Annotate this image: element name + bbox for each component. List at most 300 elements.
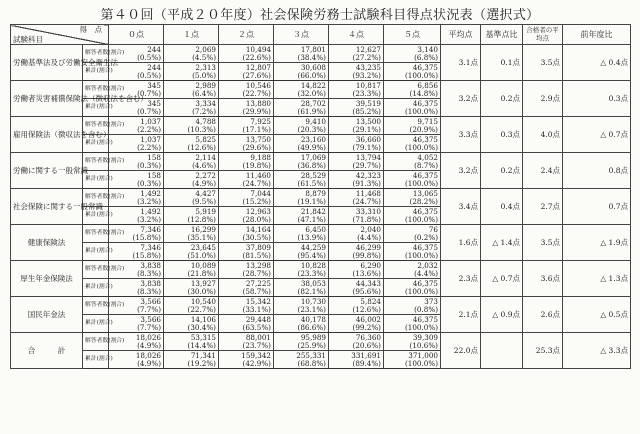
- pass-average: 2.6点: [523, 297, 563, 333]
- cell-percent: (22.7%): [242, 88, 271, 98]
- table-row: [11, 189, 631, 207]
- cell-count: 3,334: [195, 99, 216, 109]
- cell-percent: (100.0%): [404, 106, 438, 116]
- cell-count: 46,375: [412, 279, 438, 289]
- cell-percent: (4.4%): [414, 268, 438, 278]
- cell-percent: (6.8%): [414, 52, 438, 62]
- prev-year-diff: 0.3点: [563, 81, 631, 117]
- cell-count: 95,989: [300, 333, 326, 343]
- score-cell: [274, 63, 329, 81]
- score-cell: [109, 207, 164, 225]
- score-cell: [384, 99, 441, 117]
- cell-count: 71,341: [190, 351, 216, 361]
- subject-name: 労働者災害補償保険法（徴収法を含む）: [11, 81, 83, 117]
- score-cell: [164, 207, 219, 225]
- prev-year-diff: △ 3.3点: [563, 333, 631, 369]
- cell-count: 331,691: [351, 351, 381, 361]
- cell-percent: (19.8%): [242, 160, 271, 170]
- cell-percent: (63.5%): [242, 322, 271, 332]
- cell-count: 4,788: [195, 117, 216, 127]
- cell-count: 28,529: [300, 171, 326, 181]
- score-cell: [329, 99, 384, 117]
- cell-percent: (10.3%): [187, 124, 216, 134]
- cell-percent: (100.0%): [404, 250, 438, 260]
- cell-count: 244: [147, 45, 161, 55]
- pass-average: 3.6点: [523, 261, 563, 297]
- cell-percent: (24.7%): [242, 178, 271, 188]
- table-row: [11, 333, 631, 351]
- score-table: [10, 24, 631, 369]
- score-cell: [384, 45, 441, 63]
- score-cell: [329, 351, 384, 369]
- cell-count: 10,546: [245, 81, 271, 91]
- page-title: 第４０回（平成２０年度）社会保険労務士試験科目得点状況表（選択式）: [100, 8, 540, 23]
- cell-percent: (21.8%): [187, 268, 216, 278]
- score-table-body: [11, 45, 631, 369]
- cell-count: 18,026: [135, 351, 161, 361]
- score-cell: [274, 297, 329, 315]
- cell-percent: (100.0%): [404, 178, 438, 188]
- score-cell: [274, 171, 329, 189]
- cell-count: 44,343: [355, 279, 381, 289]
- header-subject-label: 試験科目: [13, 34, 43, 44]
- subject-name: 厚生年金保険法: [11, 261, 83, 297]
- score-cell: [274, 243, 329, 261]
- cell-count: 13,927: [190, 279, 216, 289]
- row-kind-label: 解答者数(割合): [83, 225, 109, 243]
- score-cell: [329, 279, 384, 297]
- score-cell: [219, 81, 274, 99]
- cell-count: 53,315: [190, 333, 216, 343]
- average-score: 3.1点: [441, 45, 481, 81]
- cell-count: 3,838: [140, 279, 161, 289]
- score-cell: [164, 225, 219, 243]
- score-cell: [384, 351, 441, 369]
- diagonal-header-cell: [11, 25, 109, 45]
- cell-count: 3,140: [417, 45, 438, 55]
- cell-count: 8,879: [305, 189, 326, 199]
- subject-name: 社会保険に関する一般常識: [11, 189, 83, 225]
- score-cell: [329, 243, 384, 261]
- cell-percent: (7.7%): [137, 304, 161, 314]
- cell-percent: (7.2%): [192, 106, 216, 116]
- cell-count: 255,331: [296, 351, 326, 361]
- cell-count: 5,825: [195, 135, 216, 145]
- cell-count: 2,313: [195, 63, 216, 73]
- score-cell: [109, 243, 164, 261]
- row-kind-label: 累計(割合): [83, 99, 109, 117]
- score-cell: [219, 225, 274, 243]
- header-col-4: ４点: [329, 25, 384, 45]
- base-ratio: 0.3点: [481, 117, 523, 153]
- score-cell: [109, 351, 164, 369]
- cell-count: 44,259: [300, 243, 326, 253]
- cell-count: 9,410: [305, 117, 326, 127]
- score-cell: [329, 135, 384, 153]
- cell-percent: (82.1%): [297, 286, 326, 296]
- cell-count: 36,660: [355, 135, 381, 145]
- cell-percent: (100.0%): [404, 142, 438, 152]
- cell-percent: (100.0%): [404, 214, 438, 224]
- cell-count: 46,299: [355, 243, 381, 253]
- score-cell: [164, 81, 219, 99]
- cell-percent: (0.8%): [414, 304, 438, 314]
- prev-year-diff: △ 1.3点: [563, 261, 631, 297]
- cell-percent: (17.1%): [242, 124, 271, 134]
- score-cell: [274, 189, 329, 207]
- score-cell: [109, 279, 164, 297]
- score-cell: [164, 279, 219, 297]
- cell-percent: (4.9%): [137, 358, 161, 368]
- cell-percent: (4.9%): [137, 340, 161, 350]
- cell-count: 23,645: [190, 243, 216, 253]
- cell-percent: (0.3%): [137, 178, 161, 188]
- cell-percent: (28.2%): [409, 196, 438, 206]
- score-cell: [384, 171, 441, 189]
- cell-count: 4,427: [195, 189, 216, 199]
- score-cell: [384, 189, 441, 207]
- cell-percent: (12.8%): [187, 214, 216, 224]
- score-cell: [274, 261, 329, 279]
- header-col-average: 平均点: [441, 25, 481, 45]
- header-row: [11, 25, 631, 45]
- table-row: [11, 45, 631, 63]
- score-cell: [219, 279, 274, 297]
- cell-percent: (100.0%): [404, 358, 438, 368]
- cell-percent: (47.1%): [297, 214, 326, 224]
- cell-count: 38,053: [300, 279, 326, 289]
- score-cell: [219, 153, 274, 171]
- cell-count: 3,838: [140, 261, 161, 271]
- cell-percent: (23.7%): [242, 340, 271, 350]
- cell-percent: (10.6%): [409, 340, 438, 350]
- cell-count: 11,468: [355, 189, 381, 199]
- cell-count: 371,000: [408, 351, 438, 361]
- average-score: 2.3点: [441, 261, 481, 297]
- cell-count: 373: [424, 297, 438, 307]
- score-cell: [164, 297, 219, 315]
- score-cell: [164, 117, 219, 135]
- cell-percent: (100.0%): [404, 286, 438, 296]
- cell-percent: (30.4%): [187, 322, 216, 332]
- base-ratio: 0.2点: [481, 153, 523, 189]
- base-ratio: 0.4点: [481, 189, 523, 225]
- base-ratio: 0.1点: [481, 45, 523, 81]
- cell-percent: (51.0%): [187, 250, 216, 260]
- score-cell: [274, 135, 329, 153]
- row-kind-label: 解答者数(割合): [83, 297, 109, 315]
- average-score: 3.4点: [441, 189, 481, 225]
- score-cell: [164, 261, 219, 279]
- cell-count: 13,750: [245, 135, 271, 145]
- score-cell: [274, 117, 329, 135]
- row-kind-label: 解答者数(割合): [83, 153, 109, 171]
- cell-count: 1,492: [140, 189, 161, 199]
- cell-count: 3,566: [140, 297, 161, 307]
- cell-count: 15,342: [245, 297, 271, 307]
- cell-percent: (5.0%): [192, 70, 216, 80]
- cell-count: 13,880: [245, 99, 271, 109]
- prev-year-diff: 0.8点: [563, 153, 631, 189]
- score-cell: [384, 207, 441, 225]
- score-cell: [164, 315, 219, 333]
- cell-count: 7,346: [140, 225, 161, 235]
- cell-count: 23,160: [300, 135, 326, 145]
- cell-percent: (0.3%): [137, 160, 161, 170]
- score-cell: [329, 261, 384, 279]
- score-cell: [164, 243, 219, 261]
- cell-percent: (6.4%): [192, 88, 216, 98]
- cell-count: 30,608: [300, 63, 326, 73]
- cell-percent: (4.9%): [192, 178, 216, 188]
- score-cell: [164, 45, 219, 63]
- cell-count: 158: [147, 171, 161, 181]
- base-ratio: 0.2点: [481, 81, 523, 117]
- cell-count: 2,989: [195, 81, 216, 91]
- cell-percent: (3.2%): [137, 214, 161, 224]
- row-kind-label: 解答者数(割合): [83, 81, 109, 99]
- row-kind-label: 累計(割合): [83, 207, 109, 225]
- score-cell: [384, 153, 441, 171]
- header-col-0: ０点: [109, 25, 164, 45]
- cell-percent: (4.6%): [192, 160, 216, 170]
- cell-percent: (85.2%): [352, 106, 381, 116]
- score-cell: [164, 351, 219, 369]
- cell-percent: (0.7%): [137, 88, 161, 98]
- cell-percent: (20.6%): [352, 340, 381, 350]
- cell-count: 10,730: [300, 297, 326, 307]
- score-cell: [219, 333, 274, 351]
- score-cell: [274, 279, 329, 297]
- cell-percent: (0.2%): [414, 232, 438, 242]
- score-cell: [219, 99, 274, 117]
- cell-percent: (14.4%): [187, 340, 216, 350]
- cell-count: 1,492: [140, 207, 161, 217]
- cell-count: 10,828: [300, 261, 326, 271]
- score-cell: [274, 45, 329, 63]
- cell-count: 12,807: [245, 63, 271, 73]
- score-cell: [219, 243, 274, 261]
- table-row: [11, 117, 631, 135]
- cell-count: 12,627: [355, 45, 381, 55]
- header-score-label: 得 点: [79, 25, 102, 34]
- cell-count: 46,375: [412, 315, 438, 325]
- cell-percent: (15.2%): [242, 196, 271, 206]
- cell-count: 7,044: [250, 189, 271, 199]
- cell-percent: (29.9%): [242, 106, 271, 116]
- cell-percent: (14.8%): [409, 88, 438, 98]
- score-cell: [164, 153, 219, 171]
- score-cell: [219, 189, 274, 207]
- cell-count: 46,002: [355, 315, 381, 325]
- cell-percent: (0.7%): [137, 106, 161, 116]
- cell-count: 345: [147, 99, 161, 109]
- row-kind-label: 解答者数(割合): [83, 333, 109, 351]
- cell-percent: (95.6%): [352, 286, 381, 296]
- cell-percent: (71.8%): [352, 214, 381, 224]
- score-cell: [329, 189, 384, 207]
- cell-count: 16,299: [190, 225, 216, 235]
- cell-count: 244: [147, 63, 161, 73]
- cell-percent: (42.9%): [242, 358, 271, 368]
- cell-count: 12,963: [245, 207, 271, 217]
- score-cell: [164, 189, 219, 207]
- cell-percent: (8.7%): [414, 160, 438, 170]
- average-score: 22.0点: [441, 333, 481, 369]
- score-cell: [109, 315, 164, 333]
- cell-percent: (0.5%): [137, 52, 161, 62]
- cell-percent: (93.2%): [352, 70, 381, 80]
- cell-count: 5,824: [360, 297, 381, 307]
- score-cell: [329, 297, 384, 315]
- cell-percent: (19.1%): [297, 196, 326, 206]
- cell-percent: (29.6%): [242, 142, 271, 152]
- cell-percent: (100.0%): [404, 322, 438, 332]
- cell-percent: (3.2%): [137, 196, 161, 206]
- score-cell: [329, 81, 384, 99]
- score-cell: [384, 279, 441, 297]
- cell-count: 88,001: [245, 333, 271, 343]
- cell-percent: (30.5%): [242, 232, 271, 242]
- score-cell: [329, 45, 384, 63]
- cell-count: 10,494: [245, 45, 271, 55]
- pass-average: 2.9点: [523, 81, 563, 117]
- cell-percent: (32.0%): [297, 88, 326, 98]
- prev-year-diff: △ 0.4点: [563, 45, 631, 81]
- score-cell: [109, 135, 164, 153]
- cell-percent: (25.9%): [297, 340, 326, 350]
- cell-count: 158: [147, 153, 161, 163]
- cell-percent: (23.3%): [352, 88, 381, 98]
- cell-count: 2,040: [360, 225, 381, 235]
- cell-percent: (27.6%): [242, 70, 271, 80]
- cell-percent: (2.2%): [137, 142, 161, 152]
- cell-count: 13,500: [355, 117, 381, 127]
- cell-percent: (9.5%): [192, 196, 216, 206]
- cell-count: 2,114: [195, 153, 216, 163]
- cell-count: 10,089: [190, 261, 216, 271]
- header-col-2: ２点: [219, 25, 274, 45]
- score-cell: [219, 117, 274, 135]
- cell-count: 5,919: [195, 207, 216, 217]
- score-cell: [109, 171, 164, 189]
- cell-count: 2,069: [195, 45, 216, 55]
- cell-count: 18,026: [135, 333, 161, 343]
- score-cell: [274, 207, 329, 225]
- cell-percent: (61.5%): [297, 178, 326, 188]
- score-cell: [384, 135, 441, 153]
- cell-count: 13,794: [355, 153, 381, 163]
- row-kind-label: 累計(割合): [83, 171, 109, 189]
- header-col-prev-year: 前年度比: [563, 25, 631, 45]
- row-kind-label: 解答者数(割合): [83, 189, 109, 207]
- cell-count: 6,290: [360, 261, 381, 271]
- pass-average: 2.4点: [523, 153, 563, 189]
- score-cell: [274, 99, 329, 117]
- pass-average: 3.5点: [523, 45, 563, 81]
- cell-percent: (7.7%): [137, 322, 161, 332]
- table-row: [11, 261, 631, 279]
- subject-name: 国民年金法: [11, 297, 83, 333]
- score-cell: [219, 207, 274, 225]
- cell-percent: (28.0%): [242, 214, 271, 224]
- cell-count: 9,188: [250, 153, 271, 163]
- cell-count: 10,817: [355, 81, 381, 91]
- score-cell: [219, 63, 274, 81]
- score-cell: [329, 171, 384, 189]
- cell-count: 39,309: [412, 333, 438, 343]
- cell-percent: (27.2%): [352, 52, 381, 62]
- score-cell: [384, 297, 441, 315]
- cell-percent: (99.8%): [352, 250, 381, 260]
- cell-percent: (58.7%): [242, 286, 271, 296]
- cell-percent: (49.9%): [297, 142, 326, 152]
- score-cell: [219, 315, 274, 333]
- cell-count: 76: [428, 225, 438, 235]
- cell-percent: (68.8%): [297, 358, 326, 368]
- subject-name: 健康保険法: [11, 225, 83, 261]
- header-col-1: １点: [164, 25, 219, 45]
- cell-count: 13,065: [412, 189, 438, 199]
- cell-percent: (8.3%): [137, 286, 161, 296]
- cell-count: 27,225: [245, 279, 271, 289]
- score-cell: [329, 153, 384, 171]
- cell-count: 14,822: [300, 81, 326, 91]
- score-cell: [219, 171, 274, 189]
- base-ratio: △ 1.4点: [481, 225, 523, 261]
- cell-count: 76,360: [355, 333, 381, 343]
- cell-percent: (36.8%): [297, 160, 326, 170]
- cell-count: 28,702: [300, 99, 326, 109]
- score-cell: [329, 225, 384, 243]
- score-cell: [384, 261, 441, 279]
- header-col-5: ５点: [384, 25, 441, 45]
- pass-average: 2.7点: [523, 189, 563, 225]
- score-cell: [219, 135, 274, 153]
- prev-year-diff: 0.7点: [563, 189, 631, 225]
- cell-count: 2,032: [417, 261, 438, 271]
- cell-count: 159,342: [241, 351, 271, 361]
- cell-count: 37,809: [245, 243, 271, 253]
- base-ratio: [481, 333, 523, 369]
- score-cell: [164, 135, 219, 153]
- prev-year-diff: △ 0.5点: [563, 297, 631, 333]
- cell-percent: (24.7%): [352, 196, 381, 206]
- cell-percent: (38.4%): [297, 52, 326, 62]
- cell-count: 345: [147, 81, 161, 91]
- cell-percent: (66.0%): [297, 70, 326, 80]
- score-cell: [384, 81, 441, 99]
- score-cell: [164, 99, 219, 117]
- average-score: 1.6点: [441, 225, 481, 261]
- subject-name: 労働基準法及び労働安全衛生法: [11, 45, 83, 81]
- score-cell: [219, 297, 274, 315]
- score-cell: [329, 207, 384, 225]
- cell-percent: (4.5%): [192, 52, 216, 62]
- cell-count: 7,346: [140, 243, 161, 253]
- score-cell: [164, 63, 219, 81]
- cell-percent: (61.9%): [297, 106, 326, 116]
- score-cell: [329, 117, 384, 135]
- score-cell: [219, 351, 274, 369]
- cell-percent: (8.3%): [137, 268, 161, 278]
- row-kind-label: 累計(割合): [83, 243, 109, 261]
- score-cell: [329, 333, 384, 351]
- average-score: 3.2点: [441, 153, 481, 189]
- cell-percent: (23.1%): [297, 304, 326, 314]
- cell-percent: (86.6%): [297, 322, 326, 332]
- row-kind-label: 累計(割合): [83, 63, 109, 81]
